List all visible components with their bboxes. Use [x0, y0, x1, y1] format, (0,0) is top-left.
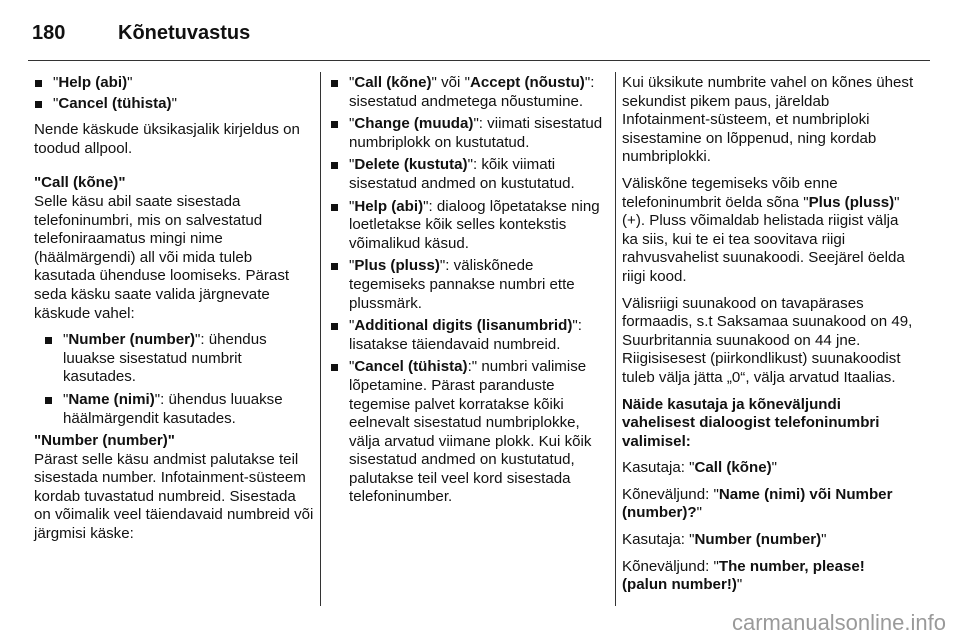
dialog-line: Kasutaja: "Number (number)" — [622, 531, 827, 549]
pause-paragraph: Kui üksikute numbrite vahel on kõnes ühest sekundist pikem paus, järeldab Infotainment-süsteem, et numbriploki sisestamine on lõppenud, ning kordab numbriplokki. — [622, 74, 914, 166]
list-item: "Cancel (tühista)" — [34, 95, 314, 114]
section-heading: "Call (kõne)" — [34, 174, 126, 192]
command-term: Plus (pluss) — [354, 257, 440, 275]
command-desc: : sisestatud andmetega nõustumine. — [349, 74, 595, 110]
spoken-phrase: Call (kõne) — [694, 459, 772, 477]
chapter-title: Kõnetuvastus — [118, 21, 251, 44]
command-desc: : kõik viimati sisestatud andmed on kustutatud. — [349, 156, 575, 192]
command-term: Delete (kustuta) — [354, 156, 468, 174]
command-desc: : lisatakse täiendavaid numbreid. — [349, 317, 582, 353]
list-item: "Help (abi)" — [34, 74, 314, 93]
column-3 — [622, 74, 914, 603]
command-term: Change (muuda) — [354, 115, 474, 133]
column-divider — [320, 72, 321, 606]
command-term: Accept (nõustu) — [469, 74, 585, 91]
paragraph-text: Väliskõne tegemiseks võib enne telefoninumbrit öelda sõna " — [622, 174, 838, 211]
number-section — [34, 432, 314, 544]
command-term: Additional digits (lisanumbrid) — [354, 317, 573, 335]
column-2 — [330, 74, 606, 515]
dialog-line: Kõneväljund: "The number, please! (palun number!)" — [622, 557, 865, 594]
intro-paragraph: Nende käskude üksikasjalik kirjeldus on toodud allpool. — [34, 121, 300, 157]
list-item: "Delete (kustuta)": kõik viimati sisestatud andmed on kustutatud. — [330, 156, 606, 193]
page-header — [32, 16, 250, 50]
page-number: 180 — [32, 21, 66, 44]
speaker-label: Kasutaja: — [622, 531, 690, 549]
list-item: "Cancel (tühista):" numbri valimise lõpetamine. Pärast paranduste tegemise palvet korratakse kõiki eelnevalt sisestatud numbriplokke, välja arvatud viimane plokk. Kui kõik sisestatud andmed on kustutatud, palutakse teil veel kord sisestada telefoninumber. — [330, 358, 606, 507]
command-desc: : väliskõnede tegemiseks pannakse numbri ette plussmärk. — [349, 257, 575, 312]
watermark: carmanualsonline.info — [731, 610, 946, 635]
list-item: "Additional digits (lisanumbrid)": lisatakse täiendavaid numbreid. — [330, 317, 606, 354]
dialog-line: Kasutaja: "Call (kõne)" — [622, 459, 778, 477]
spoken-phrase: Number (number) — [694, 531, 822, 549]
header-rule — [28, 60, 930, 61]
list-item: "Change (muuda)": viimati sisestatud numbriplokk on kustutatud. — [330, 115, 606, 152]
column-1 — [34, 74, 314, 552]
paragraph-text: " (+). Pluss võimaldab helistada riigist välja ka siis, kui te ei tea soovitava riigi rahvusvahelist suunakoodi. Seejärel öelda riigi kood. — [622, 193, 905, 285]
section-text: Pärast selle käsu andmist palutakse teil sisestada number. Infotainment-süsteem kordab tuvastatud numbreid. Sisestada on võimalik veel täiendavaid numbreid või järgmisi käske: — [34, 450, 314, 543]
command-list-top — [34, 74, 314, 113]
section-text: Selle käsu abil saate sisestada telefoninumbri, mis on salvestatud telefoniraamatus mingi nime (häälmärgendi) all või mida tuleb kasutada ühenduse loomiseks. Pärast seda käsku saate valida järgnevate käskude vahel: — [34, 192, 290, 322]
command-desc: :" numbri valimise lõpetamine. Pärast paranduste tegemise palvet korratakse kõiki eelnevalt sisestatud numbriplokke, välja arvatud viimane plokk. Kui kõik sisestatud andmed on kustutatud, palutakse teil veel kord sisestada telefoninumber. — [349, 358, 592, 506]
column-divider — [615, 72, 616, 606]
command-term: Number (number) — [68, 331, 195, 349]
list-item: "Help (abi)": dialoog lõpetatakse ning loetletakse kõik selles kontekstis võimalikud käsud. — [330, 198, 606, 254]
speaker-label: Kõneväljund: — [622, 557, 714, 575]
section-heading: "Number (number)" — [34, 432, 175, 450]
example-heading: Näide kasutaja ja kõneväljundi vahelisest dialoogist telefoninumbri valimisel: — [622, 395, 880, 450]
speaker-label: Kõneväljund: — [622, 485, 714, 503]
speaker-label: Kasutaja: — [622, 459, 690, 477]
command-desc: : dialoog lõpetatakse ning loetletakse kõik selles kontekstis võimalikud käsud. — [349, 197, 600, 252]
country-code-paragraph: Välisriigi suunakood on tavapärases formaadis, s.t Saksamaa suunakood on 49, Suurbritannia suunakood on 44 jne. Riigisisesest (piirkondlikust) suunakoodist tuleb välja jätta „0“, välja arvatud Itaalias. — [622, 294, 913, 386]
call-section — [34, 174, 314, 323]
number-subcommand-list — [330, 74, 606, 507]
call-subcommand-list — [44, 331, 314, 428]
plus-paragraph — [622, 175, 914, 287]
command-term: Help (abi) — [58, 74, 128, 91]
spoken-phrase: Name (nimi) või Number (number)? — [622, 485, 893, 522]
list-item: "Plus (pluss)": väliskõnede tegemiseks pannakse numbri ette plussmärk. — [330, 257, 606, 313]
command-term: Cancel (tühista) — [58, 94, 172, 112]
command-desc: : ühendus luuakse häälmärgendit kasutades. — [63, 390, 283, 427]
command-desc: : viimati sisestatud numbriplokk on kustutatud. — [349, 115, 603, 151]
connector-text: või — [436, 74, 465, 91]
command-term: Name (nimi) — [68, 390, 155, 408]
list-item: "Number (number)": ühendus luuakse sisestatud numbrit kasutades. — [44, 331, 314, 387]
dialog-line: Kõneväljund: "Name (nimi) või Number (number)?" — [622, 485, 893, 522]
list-item: "Call (kõne)" või "Accept (nõustu)": sisestatud andmetega nõustumine. — [330, 74, 606, 111]
command-term: Help (abi) — [354, 197, 424, 215]
command-desc: : ühendus luuakse sisestatud numbrit kasutades. — [63, 331, 267, 386]
command-term: Cancel (tühista) — [354, 358, 468, 376]
command-term: Call (kõne) — [354, 74, 432, 91]
list-item: "Name (nimi)": ühendus luuakse häälmärgendit kasutades. — [44, 391, 314, 428]
command-term: Plus (pluss) — [808, 193, 895, 211]
spoken-phrase: The number, please! (palun number!) — [622, 557, 865, 594]
